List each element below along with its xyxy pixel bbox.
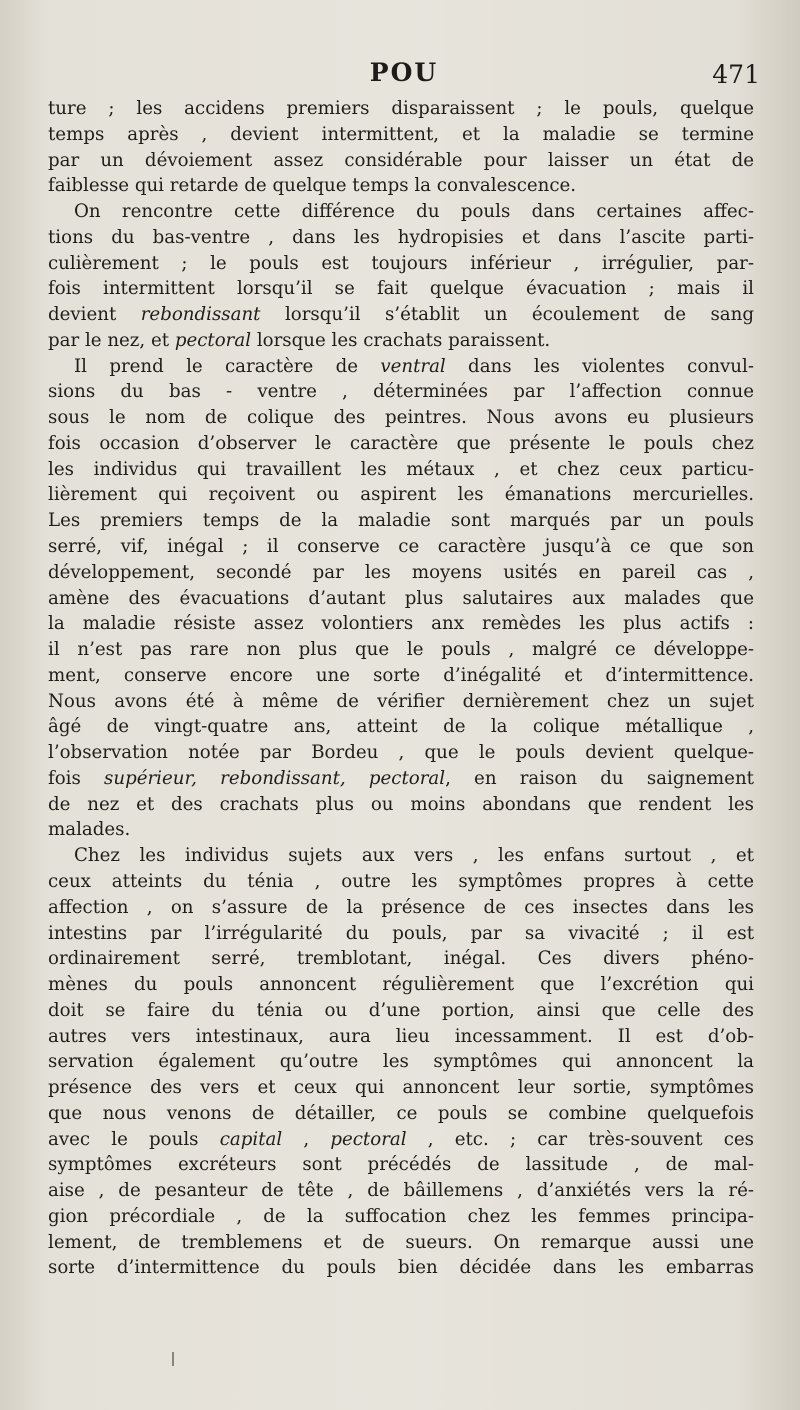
text-segment: doit se faire du ténia ou d’une portion, ainsi que celle des: [48, 999, 754, 1021]
text-segment: malades.: [48, 819, 131, 841]
text-segment: Il prend le caractère de: [74, 355, 381, 377]
text-line: [48, 431, 754, 457]
text-line: [48, 405, 754, 431]
text-line: [48, 586, 754, 612]
text-segment: par le nez, et: [48, 329, 175, 351]
italic-term: capital: [219, 1128, 283, 1150]
text-segment: dans les violentes convul-: [445, 355, 754, 377]
text-segment: intestins par l’irrégularité du pouls, par sa vivacité ; il est: [48, 922, 754, 944]
text-segment: tions du bas-ventre , dans les hydropisies et dans l’ascite parti-: [48, 226, 754, 248]
italic-term: ventral: [380, 355, 446, 377]
text-segment: lement, de tremblemens et de sueurs. On remarque aussi une: [48, 1231, 754, 1253]
italic-term: rebondissant: [140, 304, 261, 326]
text-line: [48, 251, 754, 277]
text-segment: ceux atteints du ténia , outre les symptômes propres à cette: [48, 870, 754, 892]
text-line: [48, 508, 754, 534]
text-line: [48, 714, 754, 740]
text-line: [48, 1230, 754, 1256]
italic-term: pectoral: [330, 1128, 407, 1150]
text-segment: lorsque les crachats paraissent.: [251, 329, 551, 351]
text-segment: , en raison du saignement: [445, 767, 754, 789]
text-segment: par un dévoiement assez considérable pour laisser un état de: [48, 149, 754, 171]
text-segment: il n’est pas rare non plus que le pouls , malgré ce développe-: [48, 639, 754, 661]
text-segment: aise , de pesanteur de tête , de bâillemens , d’anxiétés vers la ré-: [48, 1180, 754, 1202]
italic-term: supérieur, rebondissant, pectoral: [104, 767, 446, 789]
text-line: [48, 122, 754, 148]
text-line: [48, 1127, 754, 1153]
text-segment: âgé de vingt-quatre ans, atteint de la colique métallique ,: [48, 716, 754, 738]
text-segment: de nez et des crachats plus ou moins abondans que rendent les: [48, 793, 754, 815]
text-line: [48, 792, 754, 818]
text-line: [48, 302, 754, 328]
text-segment: que nous venons de détailler, ce pouls se combine quelquefois: [48, 1102, 754, 1124]
text-segment: ordinairement serré, tremblotant, inégal. Ces divers phéno-: [48, 948, 754, 970]
text-line: [48, 998, 754, 1024]
text-line: [48, 689, 754, 715]
text-line: [48, 560, 754, 586]
text-line: [48, 1049, 754, 1075]
text-line: [48, 843, 754, 869]
text-line: [48, 148, 754, 174]
text-segment: fois intermittent lorsqu’il se fait quelque évacuation ; mais il: [48, 278, 754, 300]
text-line: [48, 1178, 754, 1204]
print-mark: [172, 1352, 174, 1366]
text-line: [48, 225, 754, 251]
text-line: [48, 1024, 754, 1050]
text-segment: faiblesse qui retarde de quelque temps la convalescence.: [48, 175, 577, 197]
text-segment: sions du bas - ventre , déterminées par l’affection connue: [48, 381, 754, 403]
text-segment: amène des évacuations d’autant plus salutaires aux malades que: [48, 587, 754, 609]
text-line: [48, 611, 754, 637]
text-line: [48, 1152, 754, 1178]
text-segment: temps après , devient intermittent, et la maladie se termine: [48, 123, 754, 145]
text-line: [48, 276, 754, 302]
text-line: [48, 379, 754, 405]
body-text: [48, 96, 754, 1281]
text-line: [48, 199, 754, 225]
text-line: [48, 534, 754, 560]
text-line: [48, 1255, 754, 1281]
text-segment: On rencontre cette différence du pouls dans certaines affec-: [74, 201, 754, 223]
text-segment: mènes du pouls annoncent régulièrement que l’excrétion qui: [48, 974, 754, 996]
text-line: [48, 1204, 754, 1230]
text-line: [48, 173, 754, 199]
text-segment: fois occasion d’observer le caractère que présente le pouls chez: [48, 432, 754, 454]
text-line: [48, 663, 754, 689]
running-head: POU: [369, 58, 439, 87]
text-line: [48, 96, 754, 122]
text-segment: développement, secondé par les moyens usités en pareil cas ,: [48, 561, 754, 583]
text-segment: Les premiers temps de la maladie sont marqués par un pouls: [48, 510, 754, 532]
text-segment: devient: [48, 304, 141, 326]
text-line: [48, 1101, 754, 1127]
text-segment: ment, conserve encore une sorte d’inégalité et d’intermittence.: [48, 664, 754, 686]
text-segment: gion précordiale , de la suffocation chez les femmes principa-: [48, 1205, 754, 1227]
text-line: [48, 972, 754, 998]
text-line: [48, 766, 754, 792]
text-segment: servation également qu’outre les symptômes qui annoncent la: [48, 1051, 754, 1073]
text-segment: avec le pouls: [48, 1128, 220, 1150]
page-number: 471: [712, 60, 760, 89]
text-line: [48, 457, 754, 483]
text-segment: , etc. ; car très-souvent ces: [406, 1128, 754, 1150]
text-segment: fois: [48, 767, 105, 789]
text-segment: la maladie résiste assez volontiers anx remèdes les plus actifs :: [48, 613, 754, 635]
text-segment: Chez les individus sujets aux vers , les enfans surtout , et: [74, 845, 754, 867]
text-line: [48, 354, 754, 380]
text-segment: ,: [282, 1128, 331, 1150]
text-segment: présence des vers et ceux qui annoncent leur sortie, symptômes: [48, 1077, 754, 1099]
text-segment: lorsqu’il s’établit un écoulement de sang: [260, 304, 754, 326]
text-segment: l’observation notée par Bordeu , que le pouls devient quelque-: [48, 742, 754, 764]
text-line: [48, 482, 754, 508]
text-line: [48, 1075, 754, 1101]
text-segment: les individus qui travaillent les métaux , et chez ceux particu-: [48, 458, 754, 480]
text-segment: ture ; les accidens premiers disparaissent ; le pouls, quelque: [48, 98, 754, 119]
text-segment: autres vers intestinaux, aura lieu incessamment. Il est d’ob-: [48, 1025, 754, 1047]
text-line: [48, 817, 754, 843]
text-line: [48, 921, 754, 947]
text-segment: sous le nom de colique des peintres. Nous avons eu plusieurs: [48, 407, 754, 429]
text-segment: culièrement ; le pouls est toujours inférieur , irrégulier, par-: [48, 252, 754, 274]
text-segment: serré, vif, inégal ; il conserve ce caractère jusqu’à ce que son: [48, 536, 754, 558]
text-line: [48, 740, 754, 766]
text-line: [48, 895, 754, 921]
text-line: [48, 328, 754, 354]
text-line: [48, 869, 754, 895]
page-header: [48, 58, 760, 92]
text-segment: Nous avons été à même de vérifier dernièrement chez un sujet: [48, 690, 754, 712]
italic-term: pectoral: [174, 329, 252, 351]
text-line: [48, 946, 754, 972]
text-segment: symptômes excréteurs sont précédés de lassitude , de mal-: [48, 1154, 754, 1176]
text-segment: affection , on s’assure de la présence de ces insectes dans les: [48, 896, 754, 918]
text-segment: lièrement qui reçoivent ou aspirent les émanations mercurielles.: [48, 484, 754, 506]
text-line: [48, 637, 754, 663]
text-segment: sorte d’intermittence du pouls bien décidée dans les embarras: [48, 1257, 754, 1279]
